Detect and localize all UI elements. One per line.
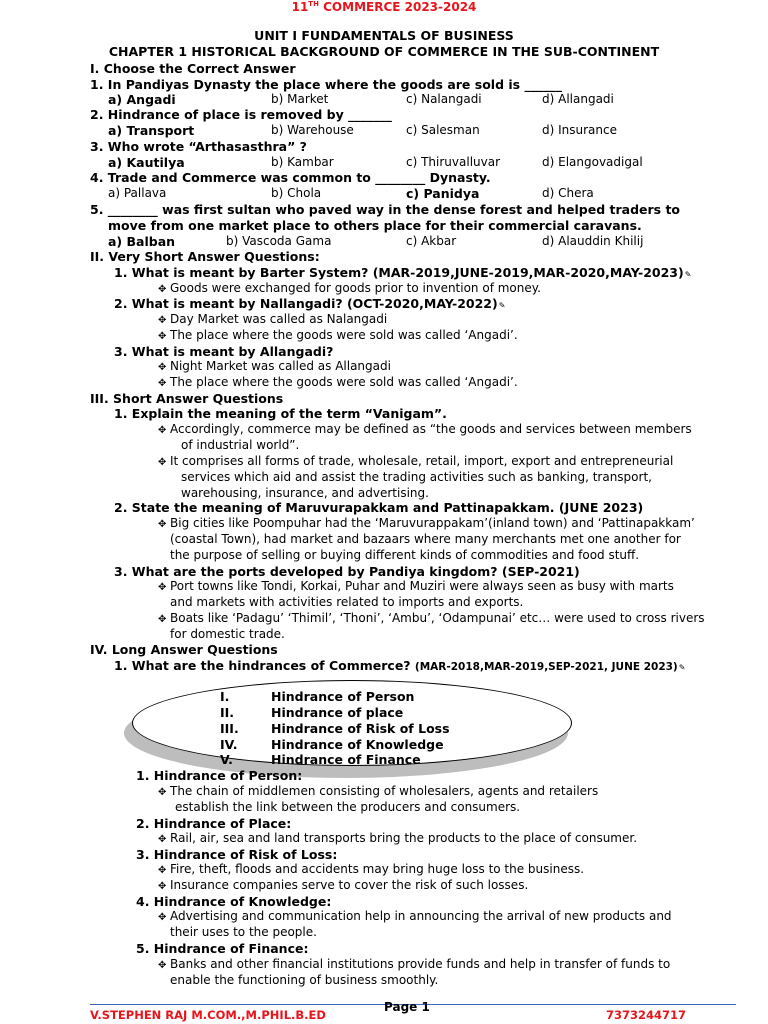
vsa-1-question: 1. What is meant by Barter System? (MAR-2019,JUNE-2019,MAR-2020,MAY-2023)✎: [114, 265, 692, 280]
mcq-1-option-a: a) Angadi: [108, 92, 176, 107]
mcq-4-option-d: d) Chera: [542, 186, 594, 200]
footer-author: V.STEPHEN RAJ M.COM.,M.PHIL.B.ED: [90, 1008, 326, 1022]
bullet-icon: ✥: [158, 331, 167, 342]
hindrance-1-bullet-cont: establish the link between the producers and consumers.: [175, 800, 521, 814]
mcq-3-option-a: a) Kautilya: [108, 155, 185, 170]
sa-1-bullet-2: ✥ It comprises all forms of trade, wholesale, retail, import, export and entrepreneurial: [158, 454, 674, 468]
list-item: Hindrance of Person: [271, 689, 415, 704]
sa-1-bullet-2-cont-1: services which aid and assist the trading activities such as banking, transport,: [181, 470, 652, 484]
list-item-num: III.: [220, 721, 239, 736]
mcq-5-question-line-1: 5. ________ was first sultan who paved way in the dense forest and helped traders to: [90, 202, 681, 217]
vsa-2-bullet-2: ✥ The place where the goods were sold was called ‘Angadi’.: [158, 328, 518, 342]
section-3-heading: III. Short Answer Questions: [90, 391, 284, 406]
hindrance-3-title: 3. Hindrance of Risk of Loss:: [136, 847, 338, 862]
header-superscript: TH: [308, 0, 319, 8]
hindrance-2-bullet: ✥ Rail, air, sea and land transports bring the products to the place of consumer.: [158, 831, 638, 845]
mcq-5-option-b: b) Vascoda Gama: [226, 234, 332, 248]
mcq-4-option-a: a) Pallava: [108, 186, 167, 200]
mcq-3-option-d: d) Elangovadigal: [542, 155, 643, 169]
bullet-icon: ✥: [158, 582, 167, 593]
hindrance-4-bullet-cont: their uses to the people.: [170, 925, 317, 939]
list-item-num: V.: [220, 752, 233, 767]
list-item-num: IV.: [220, 737, 238, 752]
bullet-icon: ✥: [158, 787, 167, 798]
sa-3-bullet-2-cont: for domestic trade.: [170, 627, 285, 641]
pen-icon: ✎: [684, 270, 692, 279]
chapter-title: CHAPTER 1 HISTORICAL BACKGROUND OF COMMERCE IN THE SUB-CONTINENT: [108, 44, 660, 59]
mcq-4-question: 4. Trade and Commerce was common to ________ Dynasty.: [90, 170, 491, 185]
list-item-num: I.: [220, 689, 230, 704]
page-header: [0, 0, 768, 14]
sa-3-question: 3. What are the ports developed by Pandiya kingdom? (SEP-2021): [114, 564, 580, 579]
list-item: Hindrance of Finance: [271, 752, 421, 767]
bullet-icon: ✥: [158, 960, 167, 971]
pen-icon: ✎: [678, 663, 686, 672]
mcq-5-question-line-2: move from one market place to others place for their commercial caravans.: [108, 218, 642, 233]
bullet-icon: ✥: [158, 614, 167, 625]
mcq-3-option-b: b) Kambar: [271, 155, 334, 169]
bullet-icon: ✥: [158, 519, 167, 530]
mcq-1-option-c: c) Nalangadi: [406, 92, 482, 106]
mcq-5-option-d: d) Alauddin Khilij: [542, 234, 644, 248]
hindrance-5-title: 5. Hindrance of Finance:: [136, 941, 309, 956]
vsa-2-question: 2. What is meant by Nallangadi? (OCT-2020,MAY-2022)✎: [114, 296, 506, 311]
mcq-1-option-b: b) Market: [271, 92, 329, 106]
mcq-4-option-c: c) Panidya: [406, 186, 480, 201]
section-1-heading: I. Choose the Correct Answer: [90, 61, 296, 76]
hindrance-2-title: 2. Hindrance of Place:: [136, 816, 292, 831]
sa-3-bullet-1: ✥ Port towns like Tondi, Korkai, Puhar and Muziri were always seen as busy with marts: [158, 579, 674, 593]
footer-phone: 7373244717: [606, 1008, 687, 1022]
list-item: Hindrance of Risk of Loss: [271, 721, 450, 736]
mcq-2-question: 2. Hindrance of place is removed by _______: [90, 107, 392, 122]
bullet-icon: ✥: [158, 834, 167, 845]
list-item-num: II.: [220, 705, 235, 720]
sa-2-question: 2. State the meaning of Maruvurapakkam and Pattinapakkam. (JUNE 2023): [114, 500, 644, 515]
bullet-icon: ✥: [158, 315, 167, 326]
section-4-heading: IV. Long Answer Questions: [90, 642, 278, 657]
mcq-3-option-c: c) Thiruvalluvar: [406, 155, 501, 169]
bullet-icon: ✥: [158, 362, 167, 373]
pen-icon: ✎: [498, 301, 506, 310]
mcq-2-option-c: c) Salesman: [406, 123, 480, 137]
section-2-heading: II. Very Short Answer Questions:: [90, 249, 320, 264]
vsa-1-bullet-1: ✥ Goods were exchanged for goods prior to invention of money.: [158, 281, 541, 295]
la-1-question: 1. What are the hindrances of Commerce? (MAR-2018,MAR-2019,SEP-2021, JUNE 2023)✎: [114, 658, 686, 673]
sa-1-bullet-1-cont: of industrial world”.: [181, 438, 300, 452]
unit-title: UNIT I FUNDAMENTALS OF BUSINESS: [254, 28, 514, 43]
sa-2-bullet-1: ✥ Big cities like Poompuhar had the ‘Maruvurappakam’(inland town) and ‘Pattinapakkam’: [158, 516, 695, 530]
list-item: Hindrance of place: [271, 705, 404, 720]
hindrance-1-bullet: ✥ The chain of middlemen consisting of wholesalers, agents and retailers: [158, 784, 599, 798]
sa-3-bullet-2: ✥ Boats like ‘Padagu’ ‘Thimil’, ‘Thoni’, ‘Ambu’, ‘Odampunai’ etc… were used to cross rivers: [158, 611, 705, 625]
mcq-2-option-d: d) Insurance: [542, 123, 617, 137]
sa-3-bullet-1-cont: and markets with activities related to imports and exports.: [170, 595, 524, 609]
sa-2-bullet-1-cont-2: the purpose of selling or buying different kinds of commodities and food stuff.: [170, 548, 640, 562]
bullet-icon: ✥: [158, 425, 167, 436]
bullet-icon: ✥: [158, 881, 167, 892]
hindrance-1-title: 1. Hindrance of Person:: [136, 768, 303, 783]
bullet-icon: ✥: [158, 284, 167, 295]
mcq-4-option-b: b) Chola: [271, 186, 322, 200]
sa-1-question: 1. Explain the meaning of the term “Vanigam”.: [114, 406, 447, 421]
hindrance-3-bullet-2: ✥ Insurance companies serve to cover the risk of such losses.: [158, 878, 529, 892]
vsa-2-bullet-1: ✥ Day Market was called as Nalangadi: [158, 312, 388, 326]
sa-1-bullet-2-cont-2: warehousing, insurance, and advertising.: [181, 486, 429, 500]
list-item: Hindrance of Knowledge: [271, 737, 444, 752]
mcq-5-option-a: a) Balban: [108, 234, 176, 249]
sa-1-bullet-1: ✥ Accordingly, commerce may be defined as “the goods and services between members: [158, 422, 692, 436]
hindrance-3-bullet-1: ✥ Fire, theft, floods and accidents may bring huge loss to the business.: [158, 862, 585, 876]
page-number: Page 1: [384, 1000, 430, 1014]
bullet-icon: ✥: [158, 912, 167, 923]
header-text: COMMERCE 2023-2024: [318, 0, 477, 14]
bullet-icon: ✥: [158, 457, 167, 468]
mcq-2-option-a: a) Transport: [108, 123, 195, 138]
vsa-3-bullet-2: ✥ The place where the goods were sold was called ‘Angadi’.: [158, 375, 518, 389]
vsa-3-question: 3. What is meant by Allangadi?: [114, 344, 334, 359]
bullet-icon: ✥: [158, 378, 167, 389]
header-grade: 11: [291, 0, 309, 14]
hindrance-5-bullet: ✥ Banks and other financial institutions provide funds and help in transfer of funds to: [158, 957, 671, 971]
sa-2-bullet-1-cont-1: (coastal Town), had market and bazaars where many merchants met one another for: [170, 532, 681, 546]
mcq-2-option-b: b) Warehouse: [271, 123, 354, 137]
mcq-1-question: 1. In Pandiyas Dynasty the place where the goods are sold is ______: [90, 77, 562, 92]
hindrance-4-title: 4. Hindrance of Knowledge:: [136, 894, 332, 909]
hindrance-5-bullet-cont: enable the functioning of business smoothly.: [170, 973, 439, 987]
vsa-3-bullet-1: ✥ Night Market was called as Allangadi: [158, 359, 391, 373]
la-1-dates: (MAR-2018,MAR-2019,SEP-2021, JUNE 2023): [414, 661, 678, 673]
bullet-icon: ✥: [158, 865, 167, 876]
mcq-1-option-d: d) Allangadi: [542, 92, 614, 106]
mcq-5-option-c: c) Akbar: [406, 234, 457, 248]
hindrance-4-bullet: ✥ Advertising and communication help in announcing the arrival of new products and: [158, 909, 672, 923]
mcq-3-question: 3. Who wrote “Arthasasthra” ?: [90, 139, 307, 154]
